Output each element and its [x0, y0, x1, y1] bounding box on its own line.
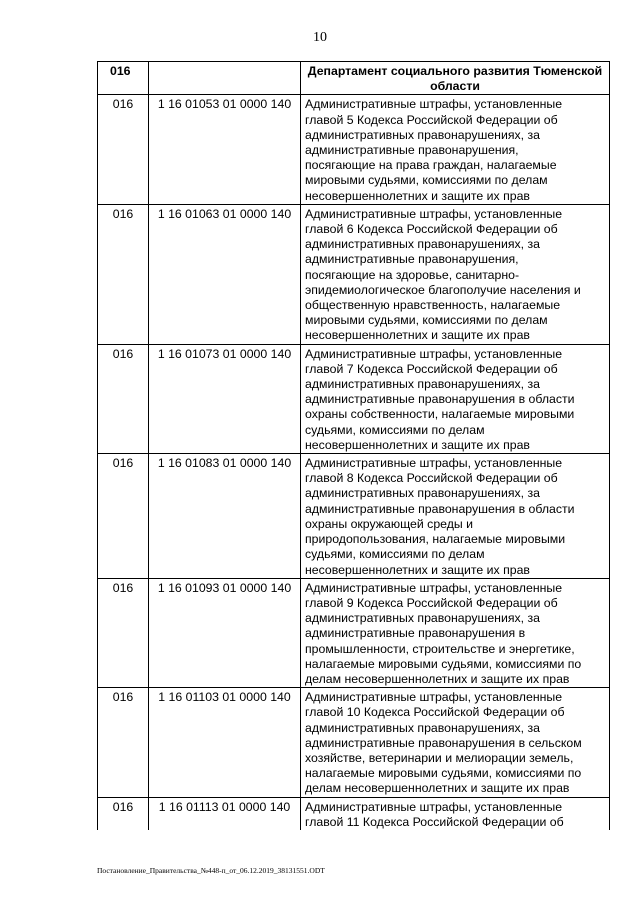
description-line: Административные штрафы, установленные: [305, 97, 563, 112]
admin-code-cell: 016: [98, 454, 149, 579]
description-cell: [301, 797, 610, 830]
description-line: административных правонарушениях, за: [305, 486, 540, 501]
description-line: административных правонарушениях, за: [305, 720, 540, 735]
kbk-code-cell: 1 16 01113 01 0000 140: [149, 797, 301, 830]
table-row: [98, 95, 610, 204]
document-footer: Постановление_Правительства_№448-п_от_06.12.2019_38131551.ODT: [97, 866, 325, 875]
description-line: несовершеннолетних и защите их прав: [305, 328, 530, 343]
table-row: [98, 578, 610, 687]
description-line: посягающие на здоровье, санитарно-: [305, 267, 520, 282]
description-line: делам несовершеннолетних и защите их прав: [305, 781, 570, 796]
admin-code-cell: 016: [98, 688, 149, 797]
description-line: главой 8 Кодекса Российской Федерации об: [305, 471, 558, 486]
description-line: промышленности, строительстве и энергетике,: [305, 641, 575, 656]
description-line: мировыми судьями, комиссиями по делам: [305, 313, 548, 328]
description-line: административные правонарушения,: [305, 252, 519, 267]
header-admin-code: 016: [98, 62, 149, 95]
revenue-codes-table: [97, 61, 610, 830]
description-line: несовершеннолетних и защите их прав: [305, 437, 530, 452]
description-line: несовершеннолетних и защите их прав: [305, 562, 530, 577]
description-line: административных правонарушениях, за: [305, 127, 540, 142]
admin-code-cell: 016: [98, 578, 149, 687]
description-line: главой 9 Кодекса Российской Федерации об: [305, 595, 558, 610]
description-line: Административные штрафы, установленные: [305, 206, 563, 221]
description-line: судьями, комиссиями по делам: [305, 422, 485, 437]
description-line: административных правонарушениях, за: [305, 237, 540, 252]
description-line: главой 10 Кодекса Российской Федерации об: [305, 705, 565, 720]
description-line: главой 6 Кодекса Российской Федерации об: [305, 222, 558, 237]
kbk-code-cell: 1 16 01103 01 0000 140: [149, 688, 301, 797]
description-line: Административные штрафы, установленные: [305, 456, 563, 471]
description-line: охраны собственности, налагаемые мировыми: [305, 407, 575, 422]
table-row: [98, 454, 610, 579]
header-department-name: Департамент социального развития Тюменской области: [301, 62, 610, 95]
table-row: [98, 797, 610, 830]
description-line: посягающие на права граждан, налагаемые: [305, 158, 557, 173]
description-line: мировыми судьями, комиссиями по делам: [305, 173, 548, 188]
description-cell: [301, 578, 610, 687]
description-line: Административные штрафы, установленные: [305, 690, 563, 705]
admin-code-cell: 016: [98, 344, 149, 453]
kbk-code-cell: 1 16 01053 01 0000 140: [149, 95, 301, 204]
description-line: административные правонарушения в сельском: [305, 735, 582, 750]
table-row: [98, 344, 610, 453]
description-line: Административные штрафы, установленные: [305, 580, 563, 595]
admin-code-cell: 016: [98, 204, 149, 344]
description-cell: [301, 95, 610, 204]
description-cell: [301, 688, 610, 797]
description-line: административные правонарушения в области: [305, 392, 575, 407]
description-line: административных правонарушениях, за: [305, 377, 540, 392]
description-line: административные правонарушения в области: [305, 501, 575, 516]
description-line: налагаемые мировыми судьями, комиссиями по: [305, 656, 582, 671]
admin-code-cell: 016: [98, 95, 149, 204]
description-line: природопользования, налагаемые мировыми: [305, 532, 566, 547]
description-line: делам несовершеннолетних и защите их прав: [305, 671, 570, 686]
description-line: общественную нравственность, налагаемые: [305, 298, 561, 313]
table-header-row: [98, 62, 610, 95]
kbk-code-cell: 1 16 01083 01 0000 140: [149, 454, 301, 579]
table-body: [98, 62, 610, 830]
description-line: административных правонарушениях, за: [305, 611, 540, 626]
description-line: административные правонарушения в: [305, 626, 526, 641]
description-line: хозяйстве, ветеринарии и мелиорации земель,: [305, 750, 574, 765]
description-line: налагаемые мировыми судьями, комиссиями по: [305, 766, 582, 781]
header-kbk-code: [149, 62, 301, 95]
description-line: административные правонарушения,: [305, 143, 519, 158]
description-line: Административные штрафы, установленные: [305, 799, 563, 814]
description-line: главой 5 Кодекса Российской Федерации об: [305, 112, 558, 127]
page-number: 10: [313, 30, 327, 45]
description-cell: [301, 454, 610, 579]
description-line: несовершеннолетних и защите их прав: [305, 188, 530, 203]
kbk-code-cell: 1 16 01093 01 0000 140: [149, 578, 301, 687]
kbk-code-cell: 1 16 01073 01 0000 140: [149, 344, 301, 453]
description-line: главой 11 Кодекса Российской Федерации об: [305, 814, 564, 829]
table-row: [98, 688, 610, 797]
description-line: эпидемиологическое благополучие населения и: [305, 282, 581, 297]
description-cell: [301, 344, 610, 453]
admin-code-cell: 016: [98, 797, 149, 830]
description-cell: [301, 204, 610, 344]
table-row: [98, 204, 610, 344]
description-line: судьями, комиссиями по делам: [305, 547, 485, 562]
description-line: охраны окружающей среды и: [305, 516, 474, 531]
description-line: Административные штрафы, установленные: [305, 346, 563, 361]
kbk-code-cell: 1 16 01063 01 0000 140: [149, 204, 301, 344]
description-line: главой 7 Кодекса Российской Федерации об: [305, 361, 558, 376]
